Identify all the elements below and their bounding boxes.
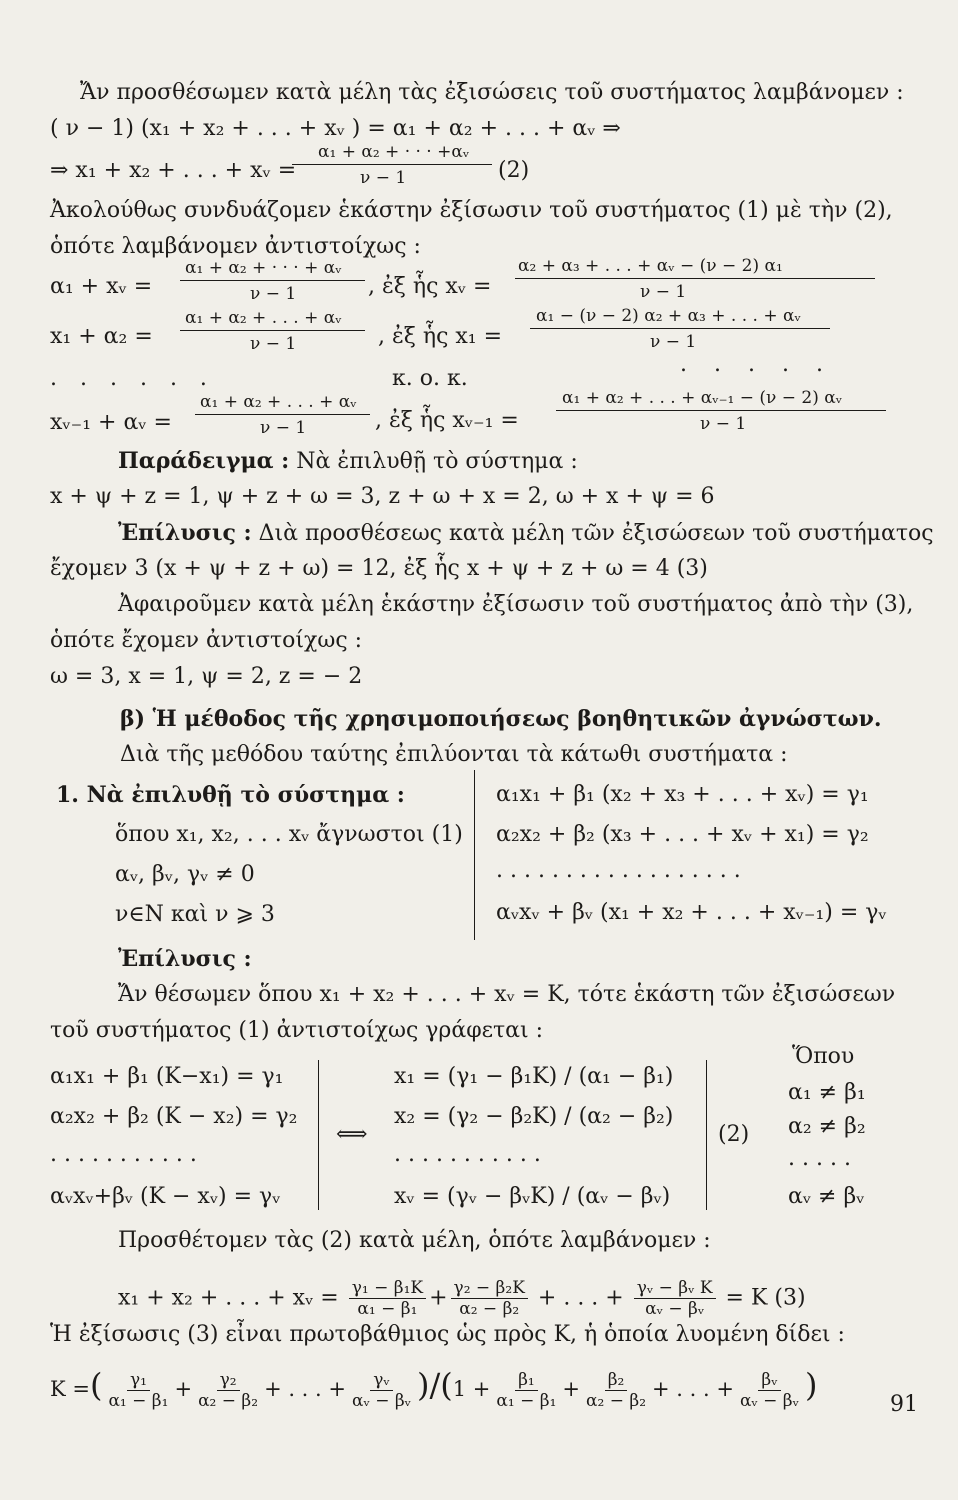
k-fraction-5-numerator: β₂ <box>605 1370 628 1391</box>
intro-line-4: Ἀκολούθως συνδυάζομεν ἑκάστην ἐξίσωσιν τοῦ συστήματος (1) μὲ τὴν (2), <box>50 198 893 223</box>
problem1-system-row-2: α₂x₂ + β₂ (x₃ + . . . + xᵥ + x₁) = γ₂ <box>496 822 869 847</box>
problem1-where: ὅπου x₁, x₂, . . . xᵥ ἄγνωστοι (1) <box>115 822 463 847</box>
k-fraction-6-denominator: αᵥ − βᵥ <box>739 1391 799 1411</box>
k-fraction-5 <box>583 1370 649 1411</box>
k-fraction-6 <box>737 1370 802 1411</box>
k-fraction-3-denominator: αᵥ − βᵥ <box>351 1391 412 1411</box>
kok-text: κ. ο. κ. <box>392 366 468 391</box>
eq1-result-numerator: α₂ + α₃ + . . . + αᵥ − (ν − 2) α₁ <box>518 256 783 276</box>
eq1-left: α₁ + xᵥ = <box>50 274 153 299</box>
eq2-mid: , ἐξ ἧς x₁ = <box>378 324 503 349</box>
page-number: 91 <box>890 1392 918 1417</box>
problem1-divider <box>474 770 475 940</box>
example-label: Παράδειγμα : <box>118 448 290 474</box>
eq3-denominator: ν − 1 <box>260 418 307 438</box>
sum-equation: x₁ + x₂ + . . . + xᵥ = $\frac{\text{γ₁ − β₁K}}{\text{α₁ − β₁}}$ + $\frac{\text{γ₂ − β₂K}}{\text{α₂ − β₂}}$ + . . . + $\frac{\text{γᵥ − βᵥ K}}{\text{αᵥ − βᵥ}}$ = K (3) <box>118 1278 806 1319</box>
k-fraction-4 <box>493 1370 559 1411</box>
intro-line-2: ( ν − 1) (x₁ + x₂ + . . . + xᵥ ) = α₁ + α₂ + . . . + αᵥ ⇒ <box>50 116 621 141</box>
k-fraction-3-numerator: γᵥ <box>370 1370 393 1391</box>
example-line-5: ω = 3, x = 1, ψ = 2, z = − 2 <box>50 664 363 689</box>
solution1-condition-2: α₂ ≠ β₂ <box>788 1114 866 1139</box>
sum-fraction-3-numerator: γᵥ − βᵥ K <box>634 1278 716 1299</box>
example-solution-line <box>118 520 934 547</box>
k-fraction-5-denominator: α₂ − β₂ <box>586 1391 647 1411</box>
eq2-numerator: α₁ + α₂ + . . . + αᵥ <box>185 308 342 328</box>
solution1-mid-row-2: x₂ = (γ₂ − β₂K) / (α₂ − β₂) <box>394 1104 674 1129</box>
section-b-heading: β) Ἡ μέθοδος τῆς χρησιμοποιήσεως βοηθητικῶν ἀγνώστων. <box>120 706 882 732</box>
problem1-system-row-1: α₁x₁ + β₁ (x₂ + x₃ + . . . + xᵥ) = γ₁ <box>496 782 869 807</box>
problem1-condition-1: αᵥ, βᵥ, γᵥ ≠ 0 <box>115 862 255 887</box>
intro-line-1: Ἄν προσθέσωμεν κατὰ μέλη τὰς ἐξισώσεις τοῦ συστήματος λαμβάνομεν : <box>80 80 904 105</box>
eq2-result-denominator: ν − 1 <box>650 332 697 352</box>
sum-fraction-3-denominator: αᵥ − βᵥ <box>645 1299 705 1319</box>
eq1-rule <box>180 280 365 281</box>
dots-left: . . . . . . <box>50 366 215 391</box>
sum-fraction-1-denominator: α₁ − β₁ <box>357 1299 418 1319</box>
eq3-mid: , ἐξ ἧς xᵥ₋₁ = <box>375 408 519 433</box>
intro-line-5: ὁπότε λαμβάνομεν ἀντιστοίχως : <box>50 234 421 259</box>
sum-fraction-2 <box>451 1278 528 1319</box>
solution1-mid-row-1: x₁ = (γ₁ − β₁K) / (α₁ − β₁) <box>394 1064 674 1089</box>
solution1-mid-row-4: xᵥ = (γᵥ − βᵥK) / (αᵥ − βᵥ) <box>394 1184 671 1209</box>
k-left: K = <box>50 1377 90 1401</box>
eq3-left: xᵥ₋₁ + αᵥ = <box>50 410 172 435</box>
sum-fraction-2-denominator: α₂ − β₂ <box>459 1299 520 1319</box>
k-plus-dots-2: + . . . + <box>652 1377 734 1401</box>
example-solution-text: Διὰ προσθέσεως κατὰ μέλη τῶν ἐξισώσεων τοῦ συστήματος <box>251 521 934 546</box>
section-b-intro: Διὰ τῆς μεθόδου ταύτης ἐπιλύονται τὰ κάτωθι συστήματα : <box>120 742 788 767</box>
eq1-numerator: α₁ + α₂ + · · · + αᵥ <box>185 258 342 278</box>
problem1-system-row-4: αᵥxᵥ + βᵥ (x₁ + x₂ + . . . + xᵥ₋₁) = γᵥ <box>496 900 887 925</box>
problem1-system-row-3: . . . . . . . . . . . . . . . . . . <box>496 858 741 883</box>
intro-line-3 <box>50 158 296 184</box>
eq3-rule <box>195 414 370 415</box>
sum-fraction-3 <box>634 1278 716 1319</box>
eq3-result-numerator: α₁ + α₂ + . . . + αᵥ₋₁ − (ν − 2) αᵥ <box>562 388 843 408</box>
intro-fraction-rule <box>292 164 492 165</box>
example-text: Νὰ ἐπιλυθῇ τὸ σύστημα : <box>289 449 578 474</box>
eq3-result-rule <box>556 410 886 411</box>
eq2-left: x₁ + α₂ = <box>50 324 153 349</box>
k-fraction-6-numerator: βᵥ <box>758 1370 780 1391</box>
solution1-condition-1: α₁ ≠ β₁ <box>788 1080 866 1105</box>
eq1-denominator: ν − 1 <box>250 284 297 304</box>
sum-right: = K (3) <box>725 1285 806 1311</box>
solution1-condition-4: αᵥ ≠ βᵥ <box>788 1184 865 1209</box>
solution1-left-row-1: α₁x₁ + β₁ (K−x₁) = γ₁ <box>50 1064 284 1089</box>
solution1-line-2: τοῦ συστήματος (1) ἀντιστοίχως γράφεται : <box>50 1018 544 1043</box>
k-fraction-3 <box>349 1370 414 1411</box>
eq1-result-rule <box>515 278 875 279</box>
dots-right: . . . . . <box>680 352 833 377</box>
sum-left: x₁ + x₂ + . . . + xᵥ = <box>118 1285 339 1311</box>
equation-3-statement: Ἡ ἐξίσωσις (3) εἶναι πρωτοβάθμιος ὡς πρὸς K, ἡ ὁποία λυομένη δίδει : <box>50 1322 845 1347</box>
intro-fraction-denominator: ν − 1 <box>360 168 407 188</box>
sum-fraction-2-numerator: γ₂ − β₂K <box>451 1278 528 1299</box>
solution1-left-row-2: α₂x₂ + β₂ (K − x₂) = γ₂ <box>50 1104 298 1129</box>
k-fraction-1-denominator: α₁ − β₁ <box>108 1391 169 1411</box>
solution1-condition-3: . . . . . <box>788 1146 851 1171</box>
eq2-result-numerator: α₁ − (ν − 2) α₂ + α₃ + . . . + αᵥ <box>536 306 801 326</box>
example-system: x + ψ + z = 1, ψ + z + ω = 3, z + ω + x = 2, ω + x + ψ = 6 <box>50 484 715 509</box>
k-fraction-4-numerator: β₁ <box>515 1370 538 1391</box>
sum-fraction-1 <box>349 1278 426 1319</box>
example-line-4: ὁπότε ἔχομεν ἀντιστοίχως : <box>50 628 363 653</box>
intro-fraction-numerator: α₁ + α₂ + · · · +αᵥ <box>318 142 470 162</box>
equivalence-arrow: ⟺ <box>336 1122 368 1147</box>
example-line-3: Ἀφαιροῦμεν κατὰ μέλη ἑκάστην ἐξίσωσιν τοῦ συστήματος ἀπὸ τὴν (3), <box>118 592 914 617</box>
solution1-label: Ἐπίλυσις : <box>118 946 252 972</box>
eq3-numerator: α₁ + α₂ + . . . + αᵥ <box>200 392 357 412</box>
k-one-plus: 1 + <box>452 1377 491 1401</box>
example-solution-label: Ἐπίλυσις : <box>118 520 252 546</box>
k-fraction-2 <box>195 1370 261 1411</box>
problem1-title: 1. Νὰ ἐπιλυθῇ τὸ σύστημα : <box>56 782 405 808</box>
eq1-result-denominator: ν − 1 <box>640 282 687 302</box>
k-fraction-4-denominator: α₁ − β₁ <box>496 1391 557 1411</box>
sum-plus-dots: + . . . + <box>537 1285 624 1311</box>
intro-line-3-left: ⇒ x₁ + x₂ + . . . + xᵥ = <box>50 158 297 183</box>
solution1-left-bracket <box>318 1060 319 1210</box>
eq1-mid: , ἐξ ἧς xᵥ = <box>368 274 492 299</box>
solution1-line-1: Ἄν θέσωμεν ὅπου x₁ + x₂ + . . . + xᵥ = K, τότε ἑκάστη τῶν ἐξισώσεων <box>118 982 896 1007</box>
k-fraction-2-denominator: α₂ − β₂ <box>198 1391 259 1411</box>
intro-tag: (2) <box>498 158 530 183</box>
eq2-result-rule <box>530 328 830 329</box>
k-fraction-1-numerator: γ₁ <box>127 1370 150 1391</box>
k-plus-dots-1: + . . . + <box>264 1377 346 1401</box>
sum-fraction-1-numerator: γ₁ − β₁K <box>349 1278 426 1299</box>
solution1-add-line: Προσθέτομεν τὰς (2) κατὰ μέλη, ὁπότε λαμβάνομεν : <box>118 1228 711 1253</box>
k-slash: / <box>429 1366 441 1404</box>
example-line <box>118 448 578 475</box>
problem1-condition-2: ν∈N καὶ ν ⩾ 3 <box>115 902 275 927</box>
k-fraction-2-numerator: γ₂ <box>217 1370 240 1391</box>
eq2-denominator: ν − 1 <box>250 334 297 354</box>
example-line-2: ἔχομεν 3 (x + ψ + z + ω) = 12, ἐξ ἧς x + ψ + z + ω = 4 (3) <box>50 556 708 581</box>
k-fraction-1 <box>105 1370 171 1411</box>
eq3-result-denominator: ν − 1 <box>700 414 747 434</box>
solution1-left-row-4: αᵥxᵥ+βᵥ (K − xᵥ) = γᵥ <box>50 1184 281 1209</box>
solution1-right-bracket <box>706 1060 707 1210</box>
k-formula: K =( $\frac{\text{γ₁}}{\text{α₁ − β₁}}$ + $\frac{\text{γ₂}}{\text{α₂ − β₂}}$ + . . . + $\frac{\text{γᵥ}}{\text{αᵥ − βᵥ}}$ )/(1 + $\frac{\text{β₁}}{\text{α₁ − β₁}}$ + $\frac{\text{β₂}}{\text{α₂ − β₂}}$ + . . . + $\frac{\text{βᵥ}}{\text{αᵥ − βᵥ}}$ ) <box>50 1366 818 1411</box>
solution1-where: Ὅπου <box>792 1044 855 1069</box>
solution1-mid-row-3: . . . . . . . . . . . <box>394 1142 541 1167</box>
solution1-left-row-3: . . . . . . . . . . . <box>50 1142 197 1167</box>
solution1-tag: (2) <box>718 1122 750 1147</box>
eq2-rule <box>180 330 365 331</box>
